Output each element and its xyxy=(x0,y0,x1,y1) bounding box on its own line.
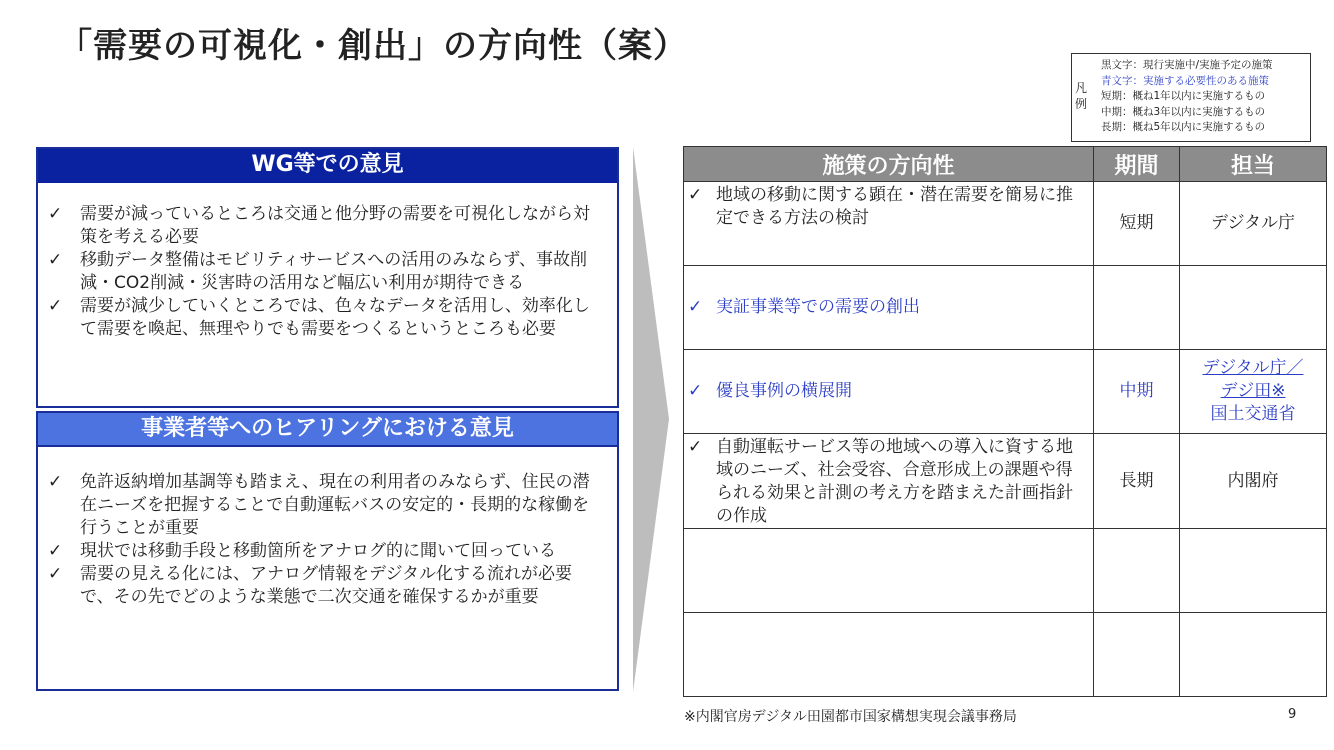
policy-text: 自動運転サービス等の地域への導入に資する地域のニーズ、社会受容、合意形成上の課題や得られる効果と計測の考え方を踏まえた計画指針の作成 xyxy=(716,437,1073,526)
owner-cell xyxy=(1180,182,1327,266)
wg-opinion-item xyxy=(48,295,605,341)
legend-line-long: 長期：概ね5年以内に実施するもの xyxy=(1101,121,1266,134)
header-term: 期間 xyxy=(1094,147,1180,182)
hearing-opinion-text: 需要の見える化には、アナログ情報をデジタル化する流れが必要で、その先でどのような業態で二次交通を確保するかが重要 xyxy=(80,564,572,607)
wg-opinions-panel xyxy=(36,147,619,408)
owner-text: 内閣府 xyxy=(1227,470,1279,491)
table-row-empty xyxy=(684,613,1327,697)
owner-link[interactable]: デジタル庁／ xyxy=(1202,358,1304,378)
hearing-opinion-item xyxy=(48,471,605,540)
policy-table-header xyxy=(684,147,1327,182)
policy-table xyxy=(683,146,1327,697)
empty-cell xyxy=(1094,613,1180,697)
hearing-opinion-text: 免許返納増加基調等も踏まえ、現在の利用者のみならず、住民の潜在ニーズを把握することで自動運転バスの安定的・長期的な稼働を行うことが重要 xyxy=(80,472,590,538)
hearing-panel-body xyxy=(38,447,617,609)
table-row-empty xyxy=(684,529,1327,613)
empty-cell xyxy=(1180,613,1327,697)
legend-line-short: 短期：概ね1年以内に実施するもの xyxy=(1101,90,1266,103)
owner-text: デジタル庁 xyxy=(1211,213,1295,233)
wg-panel-body xyxy=(38,183,617,341)
empty-cell xyxy=(684,613,1094,697)
table-row xyxy=(684,350,1327,434)
table-row xyxy=(684,434,1327,529)
check-icon: ✓ xyxy=(688,437,703,457)
owner-cell xyxy=(1180,266,1327,350)
policy-cell xyxy=(684,266,1094,350)
header-owner: 担当 xyxy=(1180,147,1327,182)
policy-cell xyxy=(684,434,1094,529)
policy-cell xyxy=(684,350,1094,434)
empty-cell xyxy=(1094,529,1180,613)
wg-panel-title: WG等での意見 xyxy=(38,149,617,183)
check-icon: ✓ xyxy=(48,204,63,224)
policy-text: 地域の移動に関する顕在・潜在需要を簡易に推定できる方法の検討 xyxy=(716,185,1073,228)
owner-cell xyxy=(1180,350,1327,434)
owner-link[interactable]: デジ田※ xyxy=(1220,381,1286,401)
hearing-opinion-text: 現状では移動手段と移動箇所をアナログ的に聞いて回っている xyxy=(80,541,556,561)
table-row xyxy=(684,182,1327,266)
term-cell: 中期 xyxy=(1094,350,1180,434)
policy-cell xyxy=(684,182,1094,266)
check-icon: ✓ xyxy=(48,541,63,561)
page-title: 「需要の可視化・創出」の方向性（案） xyxy=(58,26,688,66)
legend-heading: 凡例 xyxy=(1074,81,1087,111)
term-cell: 短期 xyxy=(1094,182,1180,266)
owner-text: 国土交通省 xyxy=(1210,404,1296,424)
hearing-opinion-item xyxy=(48,563,605,609)
hearing-panel-title: 事業者等へのヒアリングにおける意見 xyxy=(38,413,617,447)
check-icon: ✓ xyxy=(688,297,703,317)
wg-opinion-text: 需要が減っているところは交通と他分野の需要を可視化しながら対策を考える必要 xyxy=(80,204,590,247)
check-icon: ✓ xyxy=(48,564,63,584)
check-icon: ✓ xyxy=(48,472,63,492)
legend-line-mid: 中期：概ね3年以内に実施するもの xyxy=(1101,105,1266,118)
wg-opinion-text: 移動データ整備はモビリティサービスへの活用のみならず、事故削減・CO2削減・災害時の活用など幅広い利用が期待できる xyxy=(80,250,587,293)
policy-text: 実証事業等での需要の創出 xyxy=(716,297,920,317)
wg-opinion-item xyxy=(48,249,605,295)
policy-text: 優良事例の横展開 xyxy=(716,381,852,401)
right-arrow-icon xyxy=(633,147,669,692)
check-icon: ✓ xyxy=(48,296,63,316)
check-icon: ✓ xyxy=(688,381,703,401)
empty-cell xyxy=(1180,529,1327,613)
page-number: 9 xyxy=(1288,707,1297,722)
hearing-opinions-panel xyxy=(36,411,619,691)
legend-lines xyxy=(1101,58,1273,136)
legend-line-black: 黒文字：現行実施中/実施予定の施策 xyxy=(1101,59,1273,71)
wg-opinion-text: 需要が減少していくところでは、色々なデータを活用し、効率化して需要を喚起、無理やりでも需要をつくるというところも必要 xyxy=(80,296,590,339)
header-policy: 施策の方向性 xyxy=(684,147,1094,182)
legend-line-blue: 青文字：実施する必要性のある施策 xyxy=(1101,74,1269,87)
term-cell xyxy=(1094,266,1180,350)
check-icon: ✓ xyxy=(48,250,63,270)
owner-cell xyxy=(1180,434,1327,529)
footnote: ※内閣官房デジタル田園都市国家構想実現会議事務局 xyxy=(684,709,1017,725)
check-icon: ✓ xyxy=(688,185,703,205)
hearing-opinion-item xyxy=(48,540,605,563)
legend-box xyxy=(1071,53,1311,142)
table-row xyxy=(684,266,1327,350)
empty-cell xyxy=(684,529,1094,613)
wg-opinion-item xyxy=(48,203,605,249)
term-cell: 長期 xyxy=(1094,434,1180,529)
